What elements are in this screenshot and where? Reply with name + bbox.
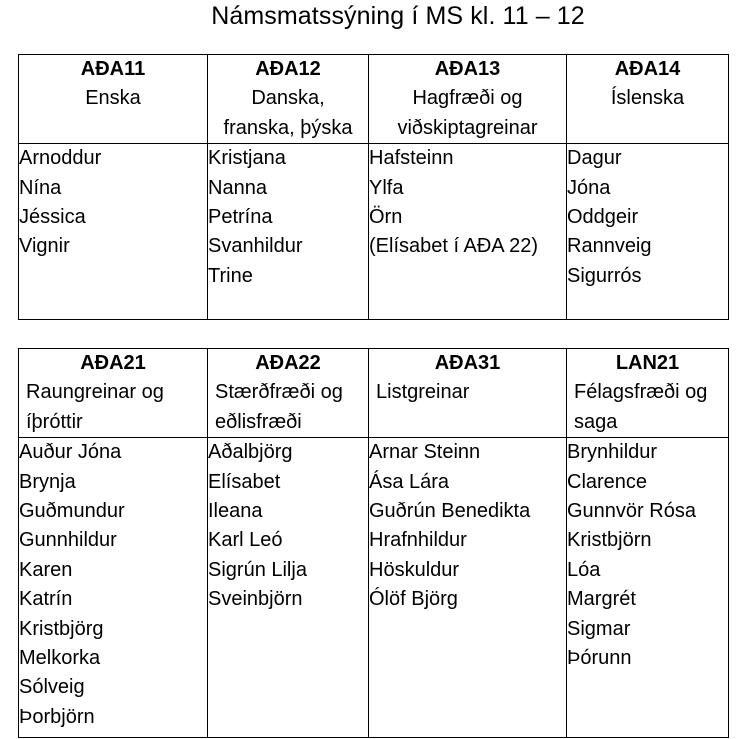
student-name: Aðalbjörg	[208, 441, 293, 464]
student-name: Lóa	[567, 558, 601, 581]
subject-line: Félagsfræði og	[574, 381, 708, 404]
student-name: Sigrún Lilja	[208, 558, 307, 581]
column-header	[19, 349, 208, 438]
name-list	[19, 144, 208, 320]
student-name: Auður Jóna	[19, 441, 122, 464]
student-name: Dagur	[567, 147, 622, 170]
student-name: Kristbjörg	[19, 617, 104, 640]
subject-line: Danska,	[251, 87, 325, 110]
name-list	[208, 144, 369, 320]
column-header	[208, 55, 369, 144]
course-code: AÐA13	[434, 58, 501, 80]
student-name: Nína	[19, 176, 62, 199]
subject-line: Íslenska	[610, 87, 685, 110]
student-name: Jóna	[567, 176, 611, 199]
column-header	[567, 349, 729, 438]
course-code: AÐA31	[434, 352, 501, 374]
header-row	[19, 349, 729, 438]
student-name: Ileana	[208, 500, 263, 523]
subject-line: Stærðfræði og	[215, 381, 343, 404]
student-name: Sigmar	[567, 617, 631, 640]
student-name: Gunnvör Rósa	[567, 500, 696, 523]
student-name: Guðmundur	[19, 500, 125, 523]
student-name: Ylfa	[369, 176, 404, 199]
subject-line: Hagfræði og	[412, 87, 523, 110]
student-name: Guðrún Benedikta	[369, 500, 531, 523]
student-name: Oddgeir	[567, 206, 639, 229]
course-code: AÐA12	[255, 58, 321, 80]
student-name: Svanhildur	[208, 235, 303, 258]
subject-line: franska, þýska	[223, 116, 353, 139]
subject-line: saga	[574, 410, 618, 433]
column-header	[369, 55, 567, 144]
name-list	[19, 438, 208, 738]
schedule-table-2	[18, 348, 729, 738]
student-name: Brynhildur	[567, 441, 658, 464]
name-list	[567, 438, 729, 738]
student-name: Trine	[208, 264, 253, 287]
student-name: Hrafnhildur	[369, 529, 467, 552]
student-name: Sólveig	[19, 676, 85, 699]
subject-line: Raungreinar og	[26, 381, 164, 404]
student-name: Elísabet	[208, 470, 281, 493]
column-header	[369, 349, 567, 438]
course-code: AÐA22	[255, 352, 321, 374]
student-name: Hafsteinn	[369, 147, 454, 170]
student-name: Melkorka	[19, 647, 101, 670]
student-name: Ólöf Björg	[369, 588, 458, 611]
student-name: Þórunn	[567, 647, 632, 670]
subject-line: viðskiptagreinar	[397, 116, 538, 139]
subject-line: eðlisfræði	[215, 410, 302, 433]
student-name: Margrét	[567, 588, 636, 611]
student-name: Vignir	[19, 235, 70, 258]
student-name: Kristbjörn	[567, 529, 652, 552]
student-name: Katrín	[19, 588, 73, 611]
student-name: Jéssica	[19, 206, 86, 229]
student-name: Sveinbjörn	[208, 588, 303, 611]
student-name: Arnar Steinn	[369, 441, 481, 464]
course-code: AÐA14	[614, 58, 681, 80]
student-name: Ása Lára	[369, 470, 450, 493]
column-header	[208, 349, 369, 438]
subject-line: íþróttir	[26, 410, 83, 433]
name-list	[567, 144, 729, 320]
student-name: Clarence	[567, 470, 648, 493]
course-code: AÐA21	[80, 352, 146, 374]
student-name: Örn	[369, 206, 403, 229]
student-name: Petrína	[208, 206, 273, 229]
column-header	[567, 55, 729, 144]
student-name: Þorbjörn	[19, 705, 95, 728]
name-list	[208, 438, 369, 738]
student-name: Arnoddur	[19, 147, 102, 170]
course-code: LAN21	[615, 352, 680, 374]
student-name: Nanna	[208, 176, 267, 199]
subject-line: Enska	[85, 87, 141, 110]
name-list	[369, 438, 567, 738]
course-code: AÐA11	[80, 58, 146, 80]
student-name: Rannveig	[567, 235, 652, 258]
student-name: Gunnhildur	[19, 529, 117, 552]
student-name: (Elísabet í AÐA 22)	[369, 235, 538, 258]
schedule-table-1	[18, 54, 729, 320]
names-row	[19, 144, 729, 320]
student-name: Kristjana	[208, 147, 286, 170]
student-name: Karen	[19, 558, 73, 581]
subject-line: Listgreinar	[376, 381, 470, 404]
column-header	[19, 55, 208, 144]
header-row	[19, 55, 729, 144]
names-row	[19, 438, 729, 738]
student-name: Sigurrós	[567, 264, 642, 287]
student-name: Brynja	[19, 470, 76, 493]
name-list	[369, 144, 567, 320]
student-name: Karl Leó	[208, 529, 283, 552]
student-name: Höskuldur	[369, 558, 460, 581]
page-title: Námsmatssýning í MS kl. 11 – 12	[211, 2, 585, 30]
